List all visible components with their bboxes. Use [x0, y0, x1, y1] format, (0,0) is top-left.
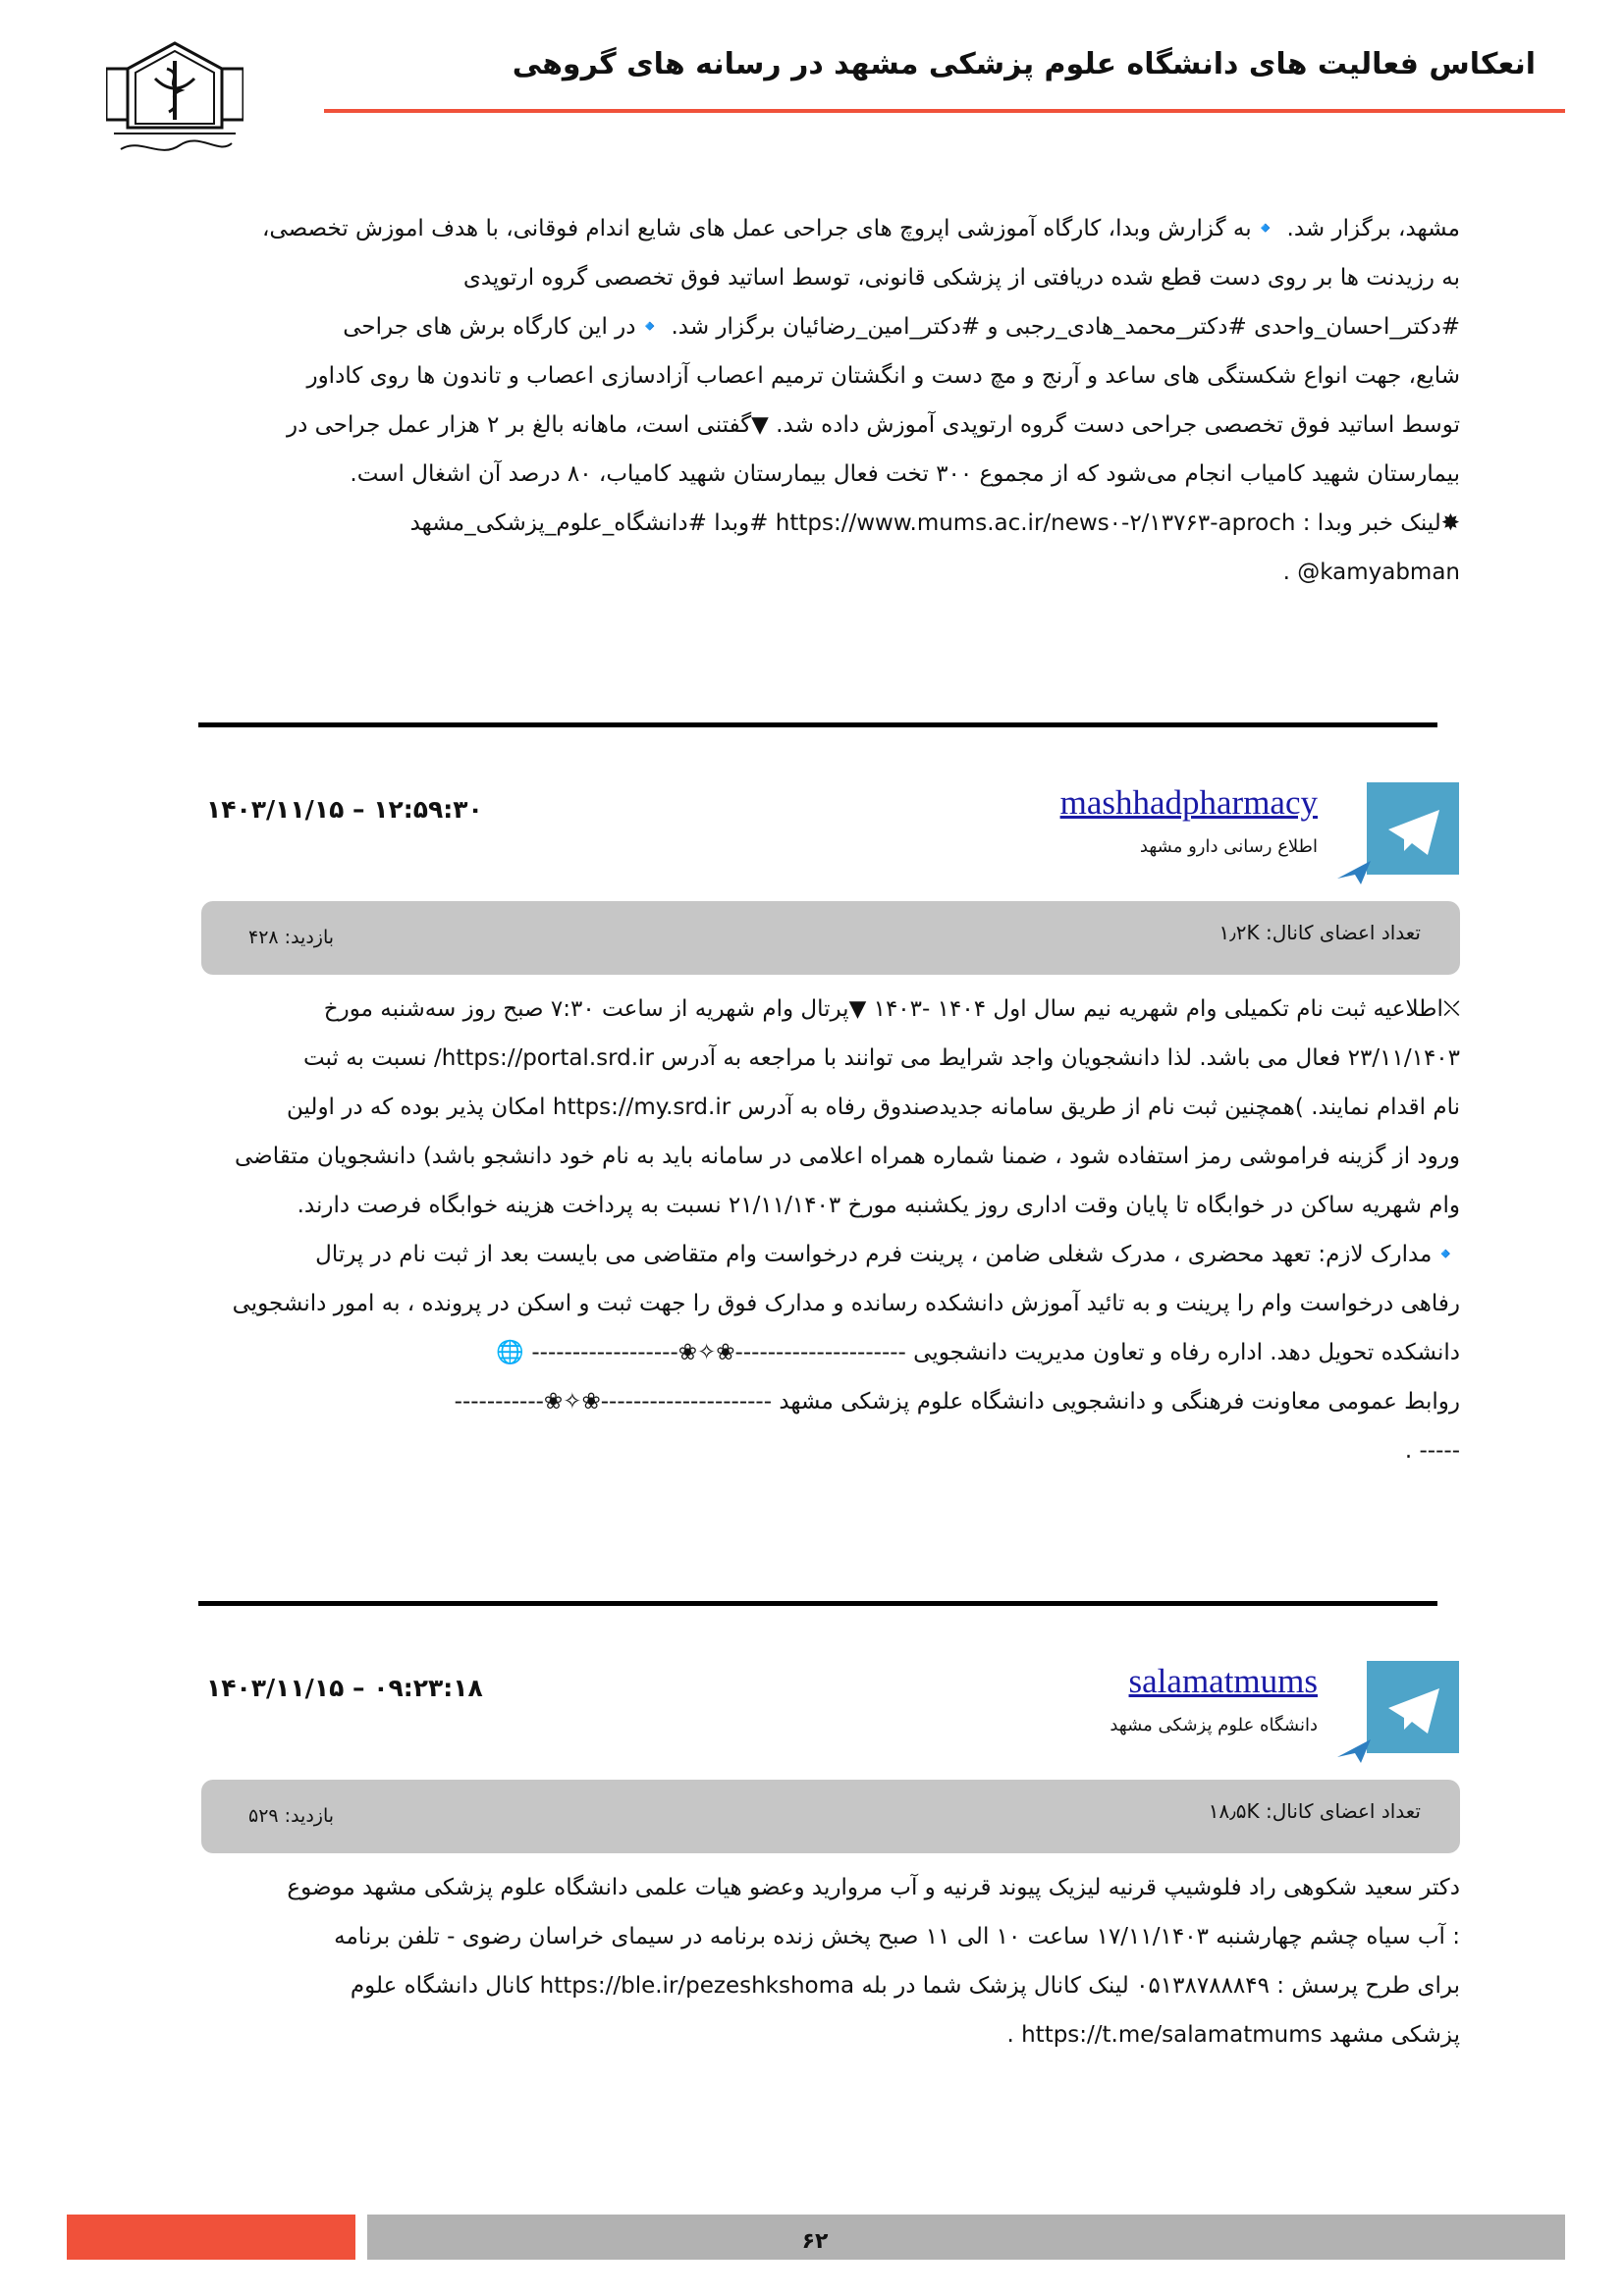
header-divider [324, 109, 1565, 113]
text-line: مشهد، برگزار شد. 🔹به گزارش وبدا، کارگاه آموزشی اپروچ های جراحی عمل های شایع اندام فوقانی، با هدف اموزش تخصصی، [261, 216, 1460, 241]
text-line: وام شهریه ساکن در خوابگاه تا پایان وقت اداری روز یکشنبه مورخ ۲۱/۱۱/۱۴۰۳ نسبت به پرداخت هزینه خوابگاه فرصت دارند. [297, 1193, 1460, 1218]
text-line: نام اقدام نمایند. )همچنین ثبت نام از طریق سامانه جدیدصندوق رفاه به آدرس https://my.srd.ir امکان پذیر بوده که در اولین [286, 1095, 1460, 1120]
text-line: ⛌اطلاعیه ثبت نام تکمیلی وام شهریه نیم سال اول ۱۴۰۴ -۱۴۰۳ ▼پرتال وام شهریه از ساعت ۷:۳۰ صبح روز سه‌شنبه مورخ [323, 996, 1460, 1022]
post-body [201, 1863, 1460, 2059]
text-line: شایع، جهت انواع شکستگی های ساعد و آرنج و مچ دست و انگشتان ترمیم اعصاب آزادسازی اعصاب و تاندون ها روی کاداور [306, 363, 1460, 389]
page-title: انعکاس فعالیت های دانشگاه علوم پزشکی مشهد در رسانه های گروهی [512, 47, 1536, 81]
text-line: بیمارستان شهید کامیاب انجام می‌شود که از مجموع ۳۰۰ تخت فعال بیمارستان شهید کامیاب، ۸۰ درصد آن اشغال است. [350, 461, 1460, 487]
channel-name-link[interactable]: mashhadpharmacy [1059, 783, 1318, 822]
text-line: #دکتر_احسان_واحدی #دکتر_محمد_هادی_رجبی و #دکتر_امین_رضائیان برگزار شد. 🔹در این کارگاه برش های جراحی [343, 314, 1460, 340]
footer-bar [367, 2215, 1565, 2260]
view-count: بازدید: ۵۲۹ [248, 1805, 335, 1827]
text-line: ✸لینک خبر وبدا : https://www.mums.ac.ir/news۰-۲/۱۳۷۶۳-aproch #وبدا #دانشگاه_علوم_پزشکی_مشهد [409, 510, 1460, 536]
text-line: دانشکده تحویل دهد. اداره رفاه و تعاون مدیریت دانشجویی ---------------------❀✧❀------------------ 🌐 [496, 1340, 1460, 1365]
text-line: دکتر سعید شکوهی راد فلوشیپ قرنیه لیزیک پیوند قرنیه و آب مروارید وعضو هیات علمی دانشگاه علوم پزشکی مشهد موضوع [287, 1875, 1460, 1900]
text-line: ۲۳/۱۱/۱۴۰۳ فعال می باشد. لذا دانشجویان واجد شرایط می توانند با مراجعه به آدرس https://portal.srd.ir/ نسبت به ثبت [302, 1045, 1460, 1071]
telegram-icon [1337, 782, 1459, 888]
text-line: : آب سیاه چشم چهارشنبه ۱۷/۱۱/۱۴۰۳ ساعت ۱۰ الی ۱۱ صبح پخش زنده برنامه در سیمای خراسان رضوی - تلفن برنامه [334, 1924, 1460, 1949]
text-line: برای طرح پرسش : ۰۵۱۳۸۷۸۸۸۴۹ لینک کانال پزشک شما در بله https://ble.ir/pezeshkshoma کانال دانشگاه علوم [350, 1973, 1460, 1999]
text-line: 🔹مدارک لازم: تعهد محضری ، مدرک شغلی ضامن ، پرینت فرم درخواست وام متقاضی می بایست بعد از ثبت نام در پرتال [315, 1242, 1460, 1267]
post-datetime: ۱۴۰۳/۱۱/۱۵ – ۱۲:۵۹:۳۰ [206, 795, 483, 824]
page-number: ۶۲ [801, 2229, 829, 2254]
text-line: به رزیدنت ها بر روی دست قطع شده دریافتی از پزشکی قانونی، توسط اساتید فوق تخصصی گروه ارتوپدی [462, 265, 1460, 291]
view-count: بازدید: ۴۲۸ [248, 927, 335, 948]
footer-accent-bar [67, 2215, 355, 2260]
university-logo [106, 39, 244, 172]
channel-stats-bar [201, 1780, 1460, 1853]
text-line: رفاهی درخواست وام را پرینت و به تائید آموزش دانشکده رسانده و مدارک فوق را جهت ثبت و اسکن در پرونده ، به امور دانشجویی [232, 1291, 1460, 1316]
post-body [201, 985, 1460, 1475]
text-line: روابط عمومی معاونت فرهنگی و دانشجویی دانشگاه علوم پزشکی مشهد ---------------------❀✧❀----------- [454, 1389, 1460, 1415]
text-line: ورود از گزینه فراموشی رمز استفاده شود ، ضمنا شماره همراه اعلامی در سامانه باید به نام خود دانشجو باشد) دانشجویان متقاضی [235, 1144, 1460, 1169]
section-divider [198, 1601, 1437, 1606]
section-divider [198, 722, 1437, 727]
text-line: پزشکی مشهد https://t.me/salamatmums . [1006, 2022, 1460, 2048]
intro-post-body [201, 204, 1460, 597]
text-line: kamyabman@ . [1282, 560, 1460, 585]
text-line: توسط اساتید فوق تخصصی جراحی دست گروه ارتوپدی آموزش داده شد. ▼گفتنی است، ماهانه بالغ بر ۲ هزار عمل جراحی در [286, 412, 1460, 438]
member-count: تعداد اعضای کانال: ۱٫۲K [1218, 921, 1421, 944]
channel-stats-bar [201, 901, 1460, 975]
member-count: تعداد اعضای کانال: ۱۸٫۵K [1208, 1799, 1421, 1823]
post-datetime: ۱۴۰۳/۱۱/۱۵ – ۰۹:۲۳:۱۸ [206, 1674, 483, 1702]
telegram-icon [1337, 1661, 1459, 1767]
channel-subtitle: دانشگاه علوم پزشکی مشهد [1110, 1715, 1318, 1735]
channel-name-link[interactable]: salamatmums [1128, 1662, 1318, 1700]
channel-subtitle: اطلاع رسانی دارو مشهد [1139, 836, 1318, 857]
text-line: ----- . [1404, 1438, 1460, 1464]
